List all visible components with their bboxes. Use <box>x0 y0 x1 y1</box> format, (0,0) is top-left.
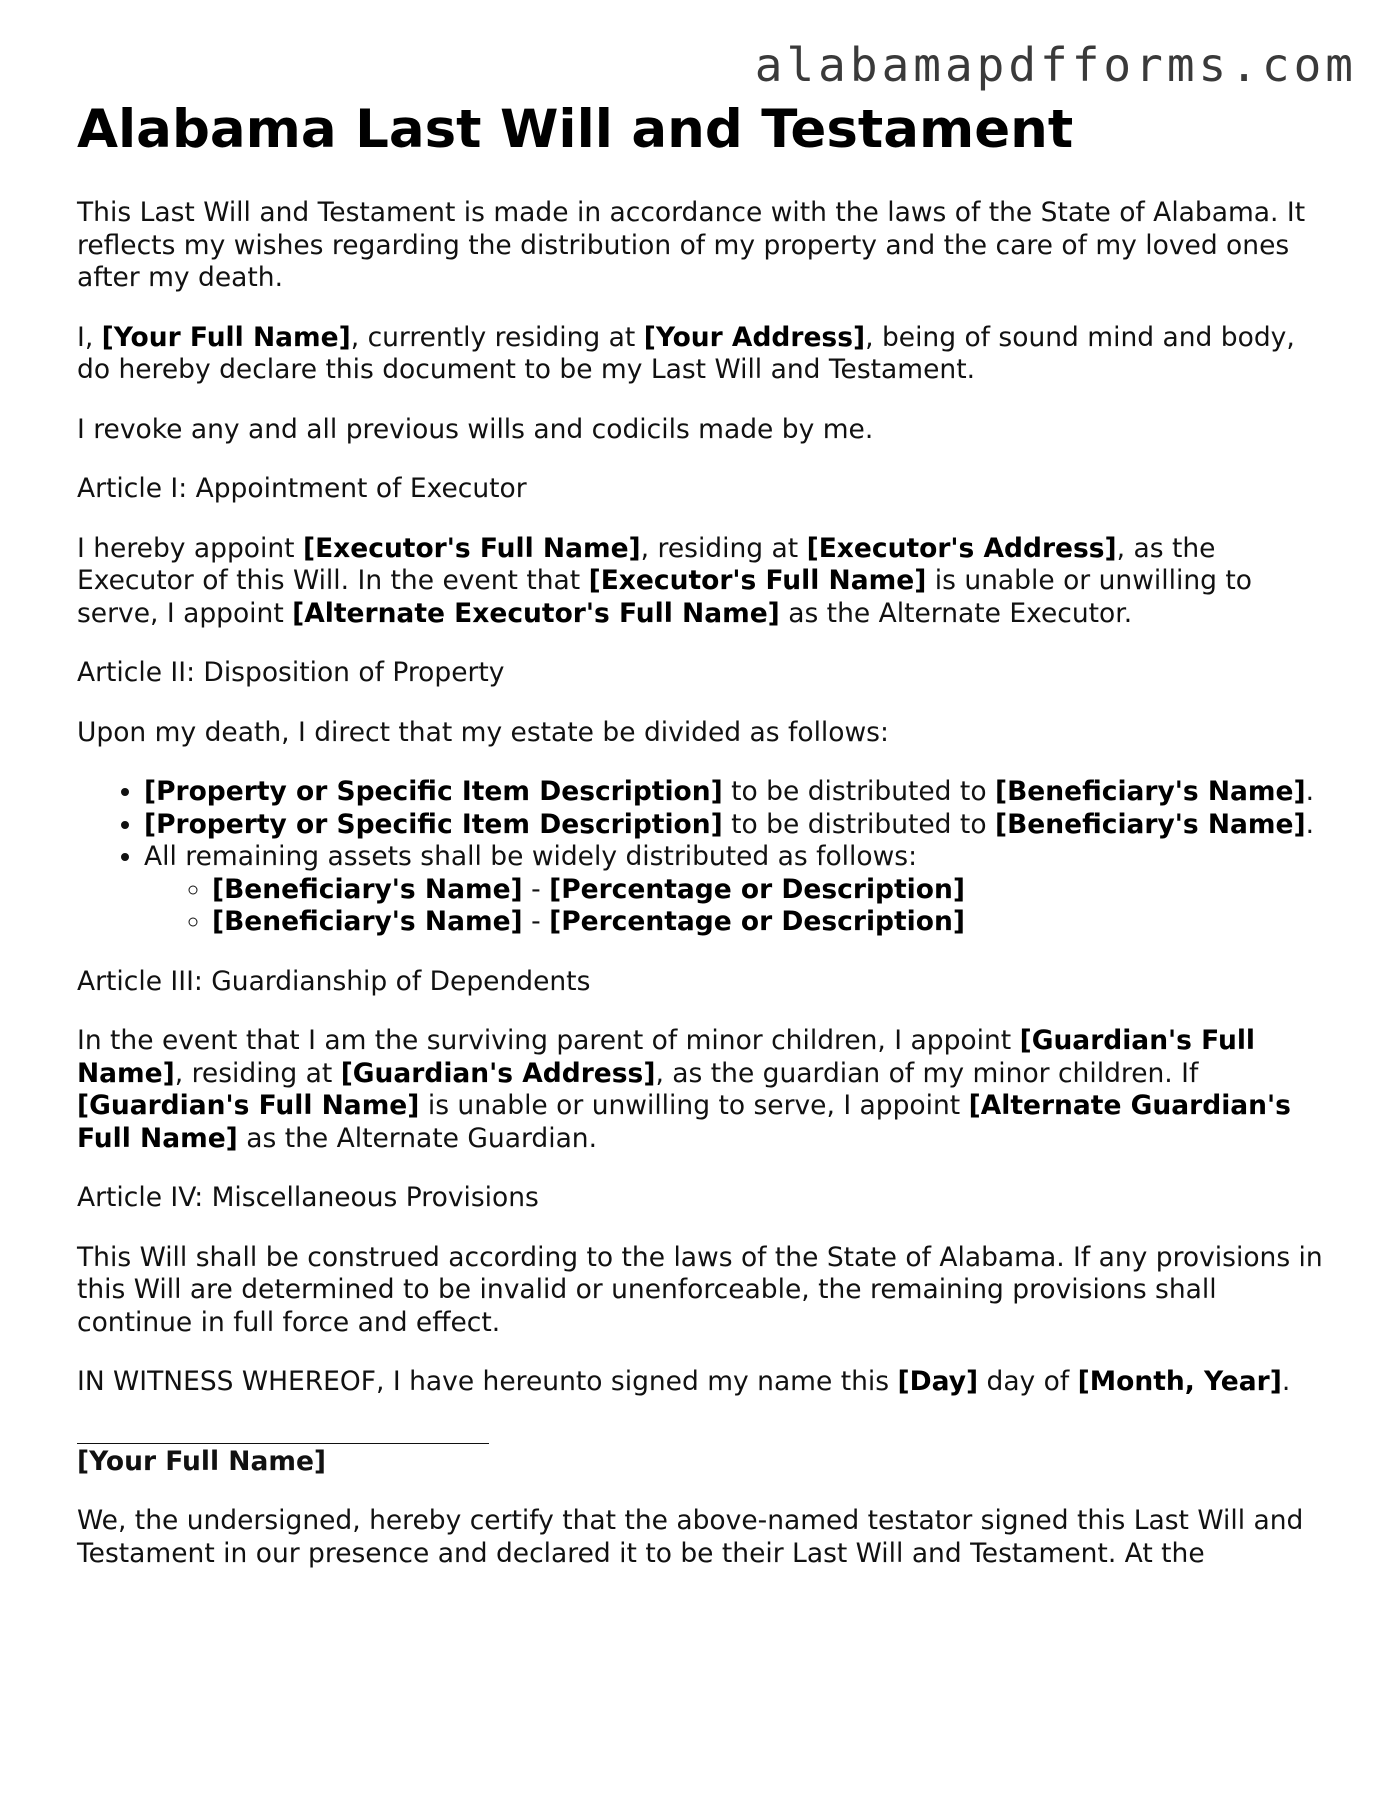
intro-paragraph: This Last Will and Testament is made in accordance with the laws of the State of Alabama. It reflects my wishes regarding the distribution of my property and the care of my loved ones after my death. <box>77 197 1306 293</box>
share-placeholder: [Percentage or Description] <box>549 873 965 905</box>
article-1-heading: Article I: Appointment of Executor <box>77 473 527 504</box>
testator-name-placeholder: [Your Full Name] <box>101 321 351 353</box>
guardian-name-placeholder: [Guardian's Full Name] <box>77 1025 1255 1089</box>
share-placeholder: [Percentage or Description] <box>549 906 965 937</box>
remaining-assets-list <box>144 874 1332 939</box>
signature-name: [Your Full Name] <box>77 1445 327 1477</box>
article-4-heading: Article IV: Miscellaneous Provisions <box>77 1182 539 1213</box>
document-title: Alabama Last Will and Testament <box>77 99 1074 160</box>
declaration-paragraph: I, [Your Full Name], currently residing at [Your Address], being of sound mind and body, do hereby declare this document to be my Last Will and Testament. <box>77 321 1295 385</box>
beneficiary-placeholder: [Beneficiary's Name] <box>994 808 1306 840</box>
alternate-guardian-placeholder: [Alternate Guardian's Full Name] <box>77 1090 1291 1154</box>
guardian-name-placeholder: [Guardian's Full Name] <box>77 1090 420 1121</box>
witness-paragraph: IN WITNESS WHEREOF, I have hereunto signed my name this [Day] day of [Month, Year]. <box>77 1366 1291 1397</box>
site-watermark: alabamapdfforms.com <box>754 38 1357 92</box>
disposition-intro: Upon my death, I direct that my estate be divided as follows: <box>77 716 889 748</box>
list-item: ◦ [Beneficiary's Name] - [Percentage or Description] <box>212 874 1332 907</box>
list-item: • [Property or Specific Item Description] to be distributed to [Beneficiary's Name]. <box>144 809 1332 842</box>
executor-paragraph: I hereby appoint [Executor's Full Name], residing at [Executor's Address], as the Executor of this Will. In the event that [Executor's Full Name] is unable or unwilling to serve, I appoint [Alternate Executor's Full Name] as the Alternate Executor. <box>77 532 1252 629</box>
testator-address-placeholder: [Your Address] <box>643 321 866 353</box>
will-document <box>77 100 1332 1597</box>
beneficiary-placeholder: [Beneficiary's Name] <box>212 906 523 937</box>
alternate-executor-placeholder: [Alternate Executor's Full Name] <box>292 597 780 629</box>
property-placeholder: [Property or Specific Item Description] <box>144 808 723 840</box>
miscellaneous-paragraph: This Will shall be construed according to the laws of the State of Alabama. If any provisions in this Will are determined to be invalid or unenforceable, the remaining provisions shall continue in full force and effect. <box>77 1241 1323 1338</box>
revocation-paragraph: I revoke any and all previous wills and codicils made by me. <box>77 413 874 445</box>
month-year-placeholder: [Month, Year] <box>1077 1366 1282 1397</box>
day-placeholder: [Day] <box>897 1366 979 1397</box>
property-list <box>77 776 1332 939</box>
list-item: • [Property or Specific Item Description] to be distributed to [Beneficiary's Name]. <box>144 776 1332 809</box>
beneficiary-placeholder: [Beneficiary's Name] <box>994 776 1306 807</box>
article-3-heading: Article III: Guardianship of Dependents <box>77 965 591 997</box>
list-item <box>144 841 1332 939</box>
remaining-assets-text: All remaining assets shall be widely distributed as follows: <box>144 841 918 872</box>
article-2-heading: Article II: Disposition of Property <box>77 657 505 688</box>
signature-line <box>77 1443 489 1444</box>
executor-name-placeholder: [Executor's Full Name] <box>302 532 641 564</box>
executor-name-placeholder: [Executor's Full Name] <box>588 565 927 596</box>
guardian-address-placeholder: [Guardian's Address] <box>340 1057 656 1089</box>
beneficiary-placeholder: [Beneficiary's Name] <box>212 873 523 905</box>
property-placeholder: [Property or Specific Item Description] <box>144 776 723 807</box>
executor-address-placeholder: [Executor's Address] <box>806 532 1117 564</box>
list-item: ◦ [Beneficiary's Name] - [Percentage or Description] <box>212 906 1332 939</box>
guardianship-paragraph: In the event that I am the surviving parent of minor children, I appoint [Guardian's Full Name], residing at [Guardian's Address], as the guardian of my minor children. If [Guardian's Full Name] is unable or unwilling to serve, I appoint [Alternate Guardian's Full Name] as the Alternate Guardian. <box>77 1025 1291 1154</box>
attestation-paragraph: We, the undersigned, hereby certify that the above-named testator signed this Last Will and Testament in our presence and declared it to be their Last Will and Testament. At the <box>77 1505 1304 1569</box>
